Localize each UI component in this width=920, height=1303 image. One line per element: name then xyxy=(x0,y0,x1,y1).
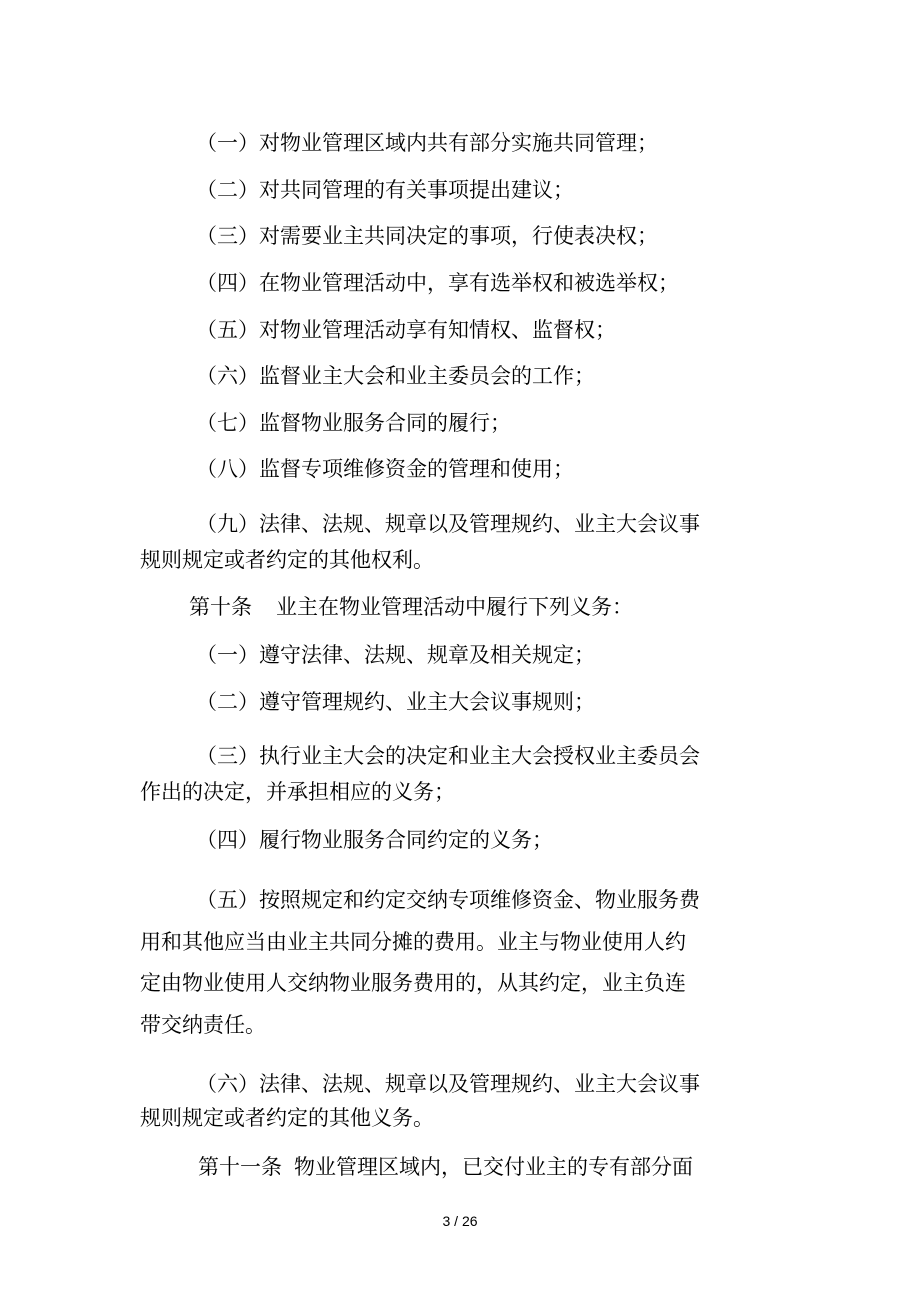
text-line: （六）法律、法规、规章以及管理规约、业主大会议事 xyxy=(196,1072,700,1096)
text-line: 用和其他应当由业主共同分摊的费用。业主与物业使用人约 xyxy=(140,930,686,954)
text-line: （三）对需要业主共同决定的事项，行使表决权； xyxy=(196,224,658,248)
text-line: 带交纳责任。 xyxy=(140,1013,266,1037)
article-10-heading xyxy=(189,593,779,622)
article-11-heading xyxy=(198,1153,788,1182)
text-line: （五）按照规定和约定交纳专项维修资金、物业服务费 xyxy=(196,888,700,912)
text-line: 定由物业使用人交纳物业服务费用的，从其约定，业主负连 xyxy=(140,971,686,995)
page-number: 3 / 26 xyxy=(442,1213,478,1229)
article-text: 物业管理区域内，已交付业主的专有部分面 xyxy=(294,1155,693,1179)
text-line: 规则规定或者约定的其他权利。 xyxy=(140,548,434,572)
text-line: （四）在物业管理活动中，享有选举权和被选举权； xyxy=(196,271,679,295)
text-line: （二）对共同管理的有关事项提出建议； xyxy=(196,178,574,202)
article-text: 业主在物业管理活动中履行下列义务： xyxy=(276,595,633,619)
text-line: 作出的决定，并承担相应的义务； xyxy=(140,780,455,804)
text-line: （七）监督物业服务合同的履行； xyxy=(196,411,511,435)
text-line: （一）遵守法律、法规、规章及相关规定； xyxy=(196,643,595,667)
article-number: 第十一条 xyxy=(198,1155,282,1179)
text-line: 规则规定或者约定的其他义务。 xyxy=(140,1106,434,1130)
text-line: （一）对物业管理区域内共有部分实施共同管理； xyxy=(196,131,658,155)
text-line: （六）监督业主大会和业主委员会的工作； xyxy=(196,364,595,388)
text-line: （四）履行物业服务合同约定的义务； xyxy=(196,828,553,852)
article-number: 第十条 xyxy=(189,595,252,619)
text-line: （三）执行业主大会的决定和业主大会授权业主委员会 xyxy=(196,744,700,768)
text-line: （五）对物业管理活动享有知情权、监督权； xyxy=(196,318,616,342)
text-line: （九）法律、法规、规章以及管理规约、业主大会议事 xyxy=(196,512,700,536)
text-line: （二）遵守管理规约、业主大会议事规则； xyxy=(196,690,595,714)
text-line: （八）监督专项维修资金的管理和使用； xyxy=(196,457,574,481)
